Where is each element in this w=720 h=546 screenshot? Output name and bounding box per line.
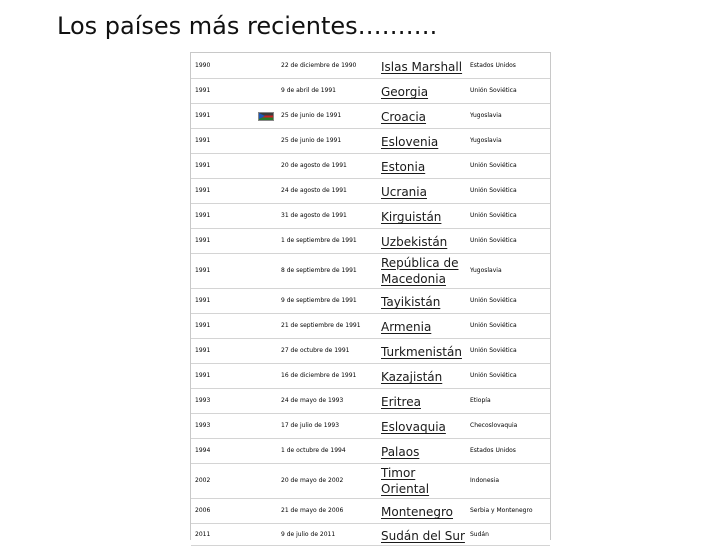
date-cell: 17 de julio de 1993 <box>281 413 379 438</box>
countries-table <box>190 52 551 543</box>
country-link[interactable]: Eslovaquia <box>381 420 446 434</box>
countries-table-body <box>191 53 550 545</box>
year-cell: 1991 <box>191 178 225 203</box>
country-cell <box>379 363 466 388</box>
table-row <box>191 523 550 545</box>
table-row <box>191 253 550 288</box>
table-row <box>191 103 550 128</box>
year-cell: 1991 <box>191 253 225 288</box>
year-cell: 1991 <box>191 128 225 153</box>
country-cell <box>379 153 466 178</box>
table-row <box>191 388 550 413</box>
flag-cell <box>225 438 281 463</box>
date-cell: 31 de agosto de 1991 <box>281 203 379 228</box>
year-cell: 1991 <box>191 313 225 338</box>
date-cell: 27 de octubre de 1991 <box>281 338 379 363</box>
origin-cell: Serbia y Montenegro <box>466 498 550 523</box>
country-cell <box>379 103 466 128</box>
date-cell: 16 de diciembre de 1991 <box>281 363 379 388</box>
country-link[interactable]: Eritrea <box>381 395 421 409</box>
table-row <box>191 288 550 313</box>
year-cell: 1991 <box>191 203 225 228</box>
table-row <box>191 53 550 78</box>
origin-cell: Checoslovaquia <box>466 413 550 438</box>
year-cell: 1991 <box>191 153 225 178</box>
table-row <box>191 78 550 103</box>
year-cell: 1991 <box>191 103 225 128</box>
origin-cell: Yugoslavia <box>466 128 550 153</box>
flag-cell <box>225 523 281 545</box>
year-cell: 1991 <box>191 338 225 363</box>
country-link[interactable]: Croacia <box>381 110 427 124</box>
date-cell: 24 de agosto de 1991 <box>281 178 379 203</box>
country-cell <box>379 523 466 545</box>
country-cell <box>379 253 466 288</box>
country-cell <box>379 78 466 103</box>
country-link[interactable]: Kirguistán <box>381 210 442 224</box>
country-link[interactable]: Georgia <box>381 85 429 99</box>
table-row <box>191 338 550 363</box>
table-row <box>191 203 550 228</box>
origin-cell: Indonesia <box>466 463 550 498</box>
table-row <box>191 438 550 463</box>
date-cell: 25 de junio de 1991 <box>281 103 379 128</box>
country-link[interactable]: Sudán del Sur <box>381 528 465 543</box>
country-cell <box>379 288 466 313</box>
table-row <box>191 463 550 498</box>
date-cell: 9 de septiembre de 1991 <box>281 288 379 313</box>
date-cell: 8 de septiembre de 1991 <box>281 253 379 288</box>
origin-cell: Unión Soviética <box>466 228 550 253</box>
origin-cell: Yugoslavia <box>466 253 550 288</box>
country-cell <box>379 313 466 338</box>
table-row <box>191 363 550 388</box>
date-cell: 1 de octubre de 1994 <box>281 438 379 463</box>
country-cell <box>379 128 466 153</box>
date-cell: 24 de mayo de 1993 <box>281 388 379 413</box>
country-link[interactable]: Eslovenia <box>381 135 439 149</box>
year-cell: 2006 <box>191 498 225 523</box>
origin-cell: Unión Soviética <box>466 178 550 203</box>
year-cell: 1993 <box>191 413 225 438</box>
flag-cell <box>225 498 281 523</box>
flag-cell <box>225 178 281 203</box>
flag-cell <box>225 388 281 413</box>
year-cell: 1991 <box>191 228 225 253</box>
date-cell: 25 de junio de 1991 <box>281 128 379 153</box>
flag-cell <box>225 463 281 498</box>
origin-cell: Unión Soviética <box>466 363 550 388</box>
date-cell: 1 de septiembre de 1991 <box>281 228 379 253</box>
country-cell <box>379 203 466 228</box>
country-link[interactable]: República de Macedonia <box>381 255 459 286</box>
origin-cell: Unión Soviética <box>466 203 550 228</box>
flag-cell <box>225 313 281 338</box>
country-link[interactable]: Palaos <box>381 445 420 459</box>
date-cell: 22 de diciembre de 1990 <box>281 53 379 78</box>
country-cell <box>379 463 466 498</box>
date-cell: 9 de julio de 2011 <box>281 523 379 545</box>
flag-cell <box>225 338 281 363</box>
origin-cell: Estados Unidos <box>466 53 550 78</box>
country-link[interactable]: Estonia <box>381 160 426 174</box>
country-link[interactable]: Armenia <box>381 320 432 334</box>
table-row <box>191 178 550 203</box>
year-cell: 1994 <box>191 438 225 463</box>
origin-cell: Etiopía <box>466 388 550 413</box>
table-row <box>191 128 550 153</box>
year-cell: 1991 <box>191 288 225 313</box>
year-cell: 1993 <box>191 388 225 413</box>
origin-cell: Yugoslavia <box>466 103 550 128</box>
flag-cell <box>225 78 281 103</box>
date-cell: 21 de mayo de 2006 <box>281 498 379 523</box>
country-link[interactable]: Turkmenistán <box>381 345 462 359</box>
country-cell <box>379 228 466 253</box>
table-row <box>191 413 550 438</box>
country-link[interactable]: Ucrania <box>381 185 427 199</box>
origin-cell: Sudán <box>466 523 550 545</box>
flag-cell <box>225 228 281 253</box>
country-link[interactable]: Tayikistán <box>381 295 441 309</box>
origin-cell: Unión Soviética <box>466 288 550 313</box>
year-cell: 1991 <box>191 78 225 103</box>
flag-cell <box>225 153 281 178</box>
flag-cell <box>225 413 281 438</box>
flag-cell <box>225 363 281 388</box>
year-cell: 2002 <box>191 463 225 498</box>
country-cell <box>379 338 466 363</box>
table-row <box>191 498 550 523</box>
country-link[interactable]: Timor Oriental <box>381 465 430 496</box>
origin-cell: Unión Soviética <box>466 313 550 338</box>
flag-cell <box>225 103 281 128</box>
year-cell: 2011 <box>191 523 225 545</box>
country-cell <box>379 498 466 523</box>
flag-cell <box>225 128 281 153</box>
flag-cell <box>225 288 281 313</box>
table-row <box>191 313 550 338</box>
date-cell: 9 de abril de 1991 <box>281 78 379 103</box>
south-sudan-flag-icon <box>258 112 274 121</box>
country-link[interactable]: Uzbekistán <box>381 235 448 249</box>
country-cell <box>379 53 466 78</box>
country-link[interactable]: Islas Marshall <box>381 59 463 74</box>
country-link[interactable]: Kazajistán <box>381 370 443 384</box>
origin-cell: Unión Soviética <box>466 78 550 103</box>
year-cell: 1990 <box>191 53 225 78</box>
flag-cell <box>225 203 281 228</box>
country-link[interactable]: Montenegro <box>381 505 454 519</box>
country-cell <box>379 388 466 413</box>
date-cell: 20 de mayo de 2002 <box>281 463 379 498</box>
country-cell <box>379 438 466 463</box>
table-row <box>191 228 550 253</box>
origin-cell: Unión Soviética <box>466 153 550 178</box>
country-cell <box>379 178 466 203</box>
date-cell: 21 de septiembre de 1991 <box>281 313 379 338</box>
origin-cell: Unión Soviética <box>466 338 550 363</box>
flag-cell <box>225 53 281 78</box>
country-cell <box>379 413 466 438</box>
flag-cell <box>225 253 281 288</box>
page-title: Los países más recientes………. <box>57 12 438 40</box>
origin-cell: Estados Unidos <box>466 438 550 463</box>
date-cell: 20 de agosto de 1991 <box>281 153 379 178</box>
table-row <box>191 153 550 178</box>
year-cell: 1991 <box>191 363 225 388</box>
